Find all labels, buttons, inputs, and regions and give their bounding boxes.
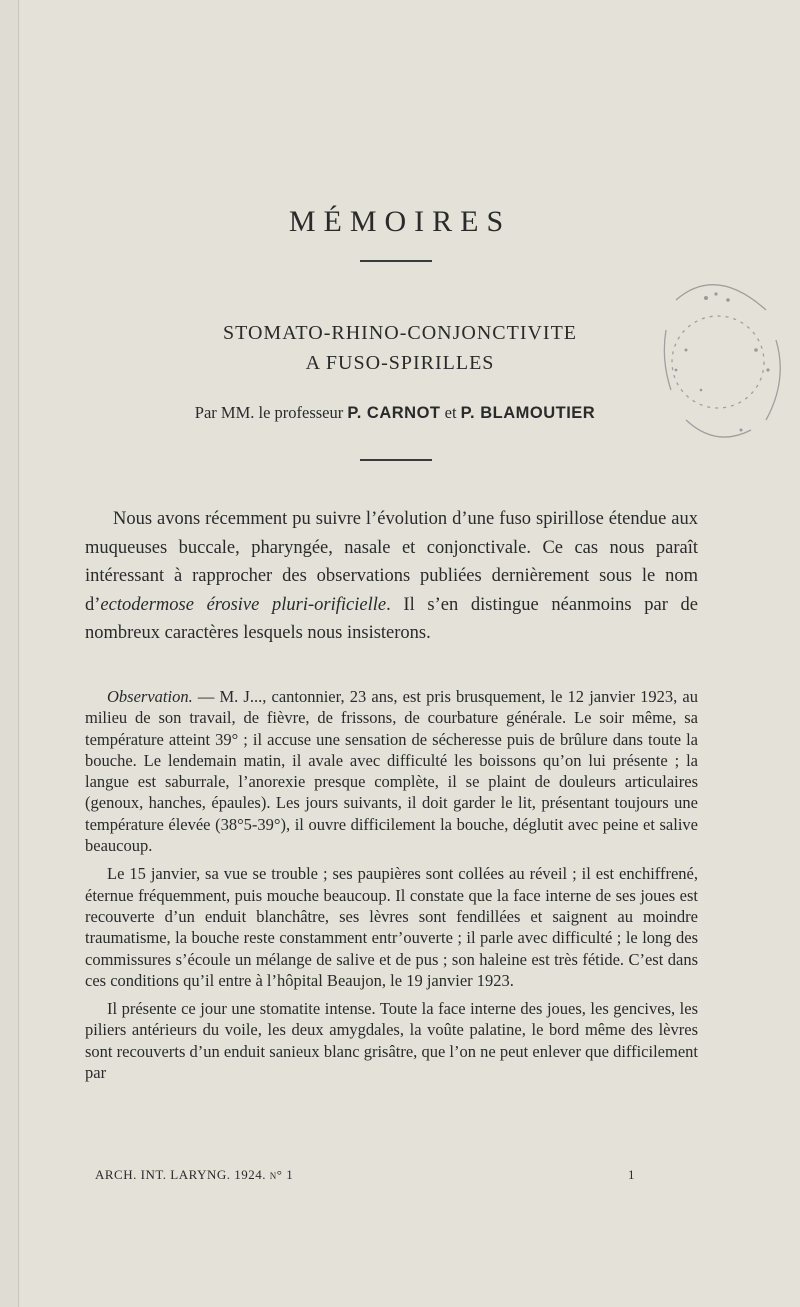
observation-paragraph-1 [85,686,698,856]
byline-and: et [444,403,457,422]
page-number: 1 [628,1167,635,1182]
author-2: P. BLAMOUTIER [460,404,596,422]
intro-term: ectodermose érosive pluri-orificielle [100,594,387,615]
author-1: P. CARNOT [347,404,441,422]
article-title-line-1: STOMATO-RHINO-CONJONCTIVITE [222,322,578,344]
observation-section [85,686,698,1090]
title-rule-bottom [360,459,432,461]
page-sheet [18,0,800,1307]
journal-reference: ARCH. INT. LARYNG. 1924. n° 1 [95,1167,294,1182]
section-title: MÉMOIRES [288,205,512,238]
library-stamp-icon [656,270,786,450]
intro-text-1: Nous avons récemment pu suivre l’évolution d’une fuso spirillose étendue aux muqueuses buccale, pharyngée, nasale et conjonctivale. Ce cas nous paraît intéressant à rapprocher des observations publiées dernièrement sous le nom d’ [85,509,698,615]
title-rule-top [360,260,432,262]
observation-text-1: — M. J..., cantonnier, 23 ans, est pris brusquement, le 12 janvier 1923, au milieu de son travail, de fièvre, de frissons, de courbature générale. Le soir même, sa température atteint 39° ; il accuse une sensation de sécheresse puis de brûlure dans toute la bouche. Le lendemain matin, il avale avec difficulté les boissons qu’on lui présente ; la langue est saburrale, l’anorexie presque complète, il se plaint de douleurs articulaires (genoux, hanches, épaules). Les jours suivants, il doit garder le lit, présentant toujours une température élevée (38°5-39°), il ouvre difficilement la bouche, déglutit avec peine et salive beaucoup. [85,687,698,856]
introduction-paragraph [85,505,698,648]
observation-label: Observation. [107,687,193,706]
article-title-line-2: A FUSO-SPIRILLES [305,352,495,374]
observation-paragraph-3: Il présente ce jour une stomatite intense. Toute la face interne des joues, les gencives, les piliers antérieurs du voile, les deux amygdales, la voûte palatine, le bord même des lèvres sont recouverts d’un enduit sanieux blanc grisâtre, que l’on ne peut enlever que difficilement par [85,999,698,1083]
page-footer [95,1167,655,1183]
intro-text-2: . Il s’en distingue néanmoins par de nombreux caractères lesquels nous insisterons. [85,594,699,643]
byline-prefix: Par MM. le professeur [194,403,344,422]
observation-paragraph-2: Le 15 janvier, sa vue se trouble ; ses paupières sont collées au réveil ; il est enchiffrené, éternue fréquemment, puis mouche beaucoup. Il constate que la face interne de ses joues est recouverte d’un enduit blanchâtre, ses lèvres sont fendillées et saignent au moindre traumatisme, la bouche reste constamment entr’ouverte ; il parle avec difficulté ; le long des commissures s’écoule un mélange de salive et de pus ; son haleine est très fétide. C’est dans ces conditions qu’il entre à l’hôpital Beaujon, le 19 janvier 1923. [85,864,698,990]
